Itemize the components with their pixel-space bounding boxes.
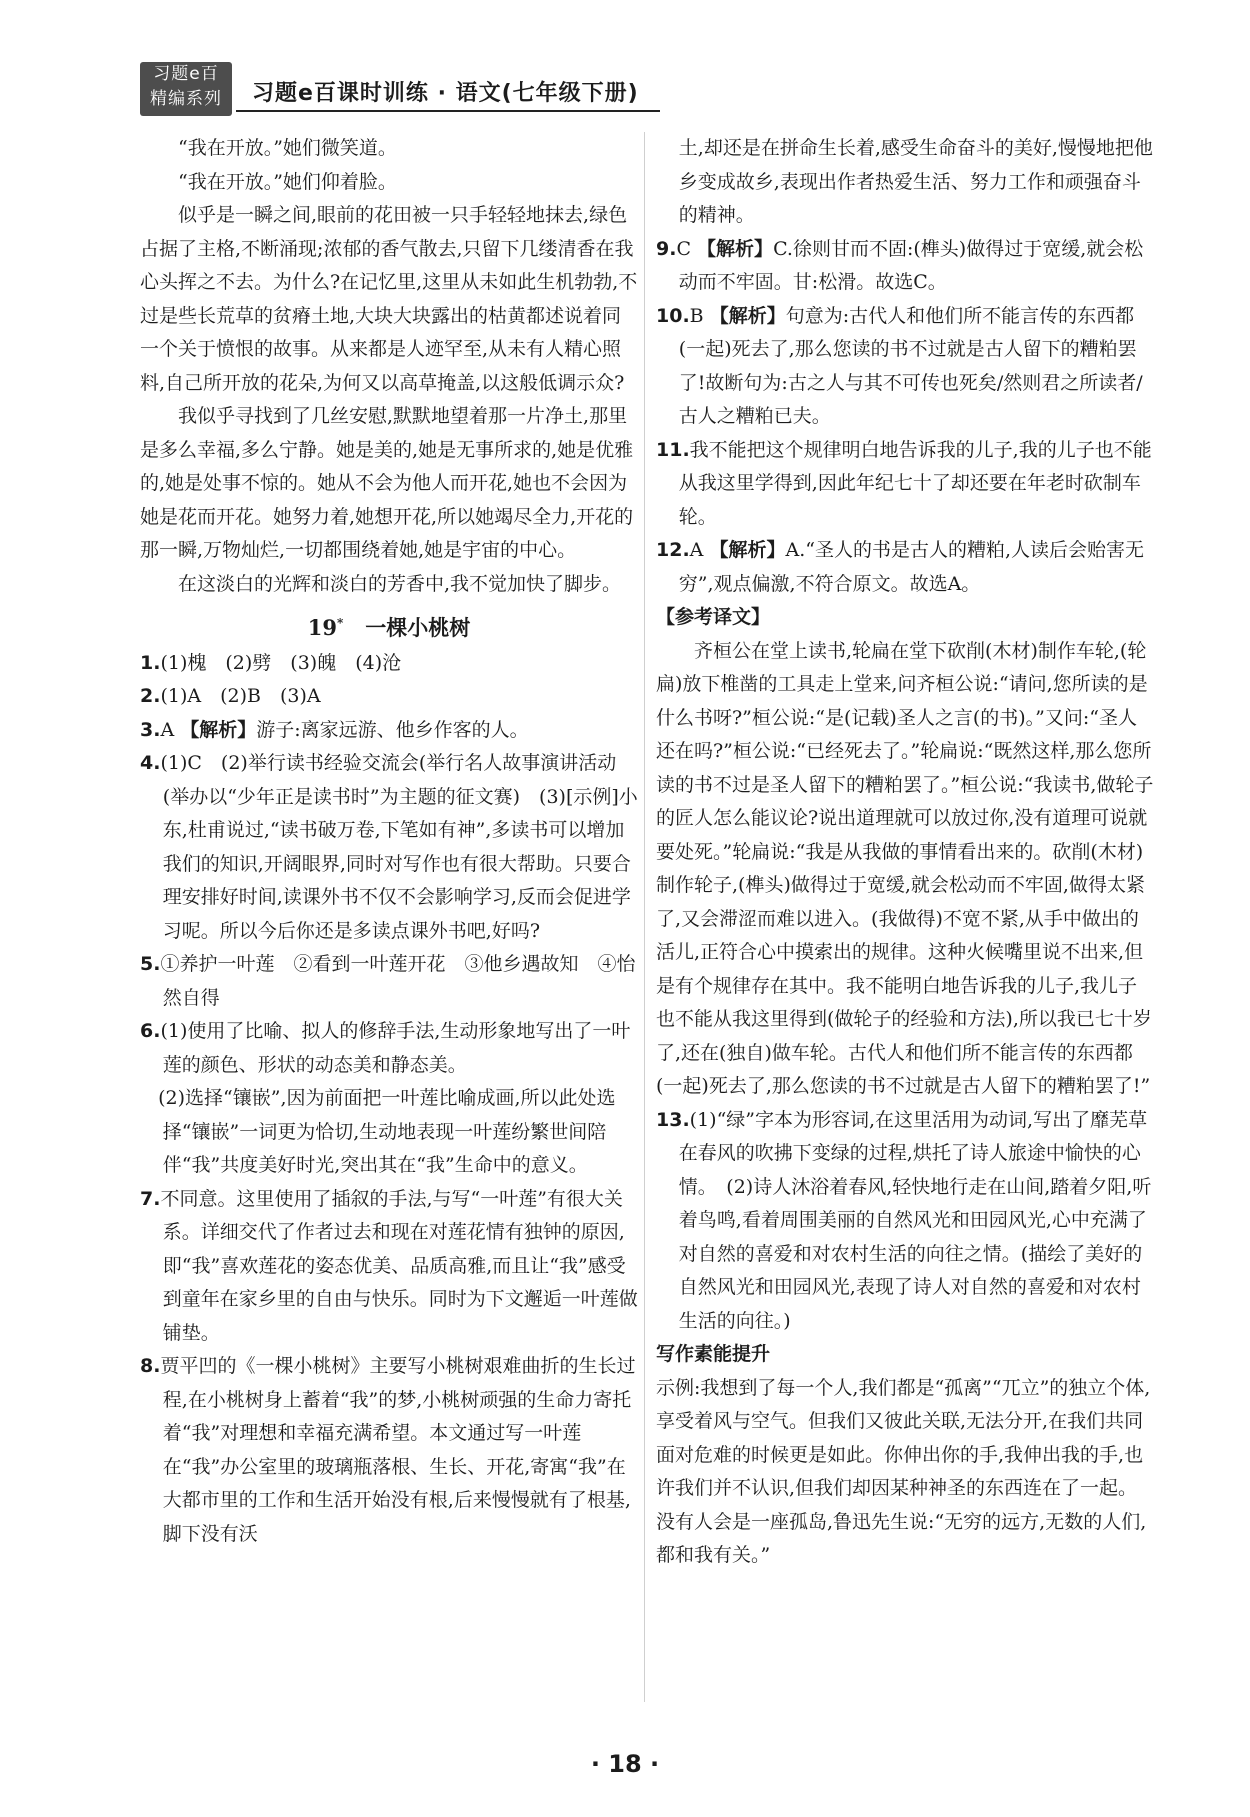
writing-sample: 示例:我想到了每一个人,我们都是“孤离”“兀立”的独立个体,享受着风与空气。但我们又彼此关联,无法分开,在我们共同面对危难的时候更是如此。你伸出你的手,我伸出我的手,也许我们并不认识,但我们却因某种神圣的东西连在了一起。没有人会是一座孤岛,鲁迅先生说:“无穷的远方,无数的人们,都和我有关。” [656, 1376, 1151, 1566]
answer-item [140, 647, 638, 681]
answer-text: A.“圣人的书是古人的糟粕,人读后会贻害无穷”,观点偏激,不符合原文。故选A。 [678, 539, 1144, 595]
answer-item [656, 300, 1154, 434]
section-title: 一棵小桃树 [365, 615, 471, 640]
item-number: 3. [140, 718, 161, 741]
answer-text: 不同意。这里使用了插叙的手法,与写“一叶莲”有很大关系。详细交代了作者过去和现在对莲花情有独钟的原因,即“我”喜欢莲花的姿态优美、品质高雅,而且让“我”感受到童年在家乡里的自由与快乐。同时为下文邂逅一叶莲做铺垫。 [160, 1187, 638, 1344]
answer-item [656, 233, 1154, 300]
passage-paragraph: 在这淡白的光辉和淡白的芳香中,我不觉加快了脚步。 [178, 572, 622, 595]
page-number: · 18 · [590, 1750, 660, 1778]
analysis-tag: 【解析】 [709, 304, 786, 327]
answer-choice: C [676, 237, 691, 260]
answer-item [140, 1350, 638, 1551]
reference-translation-heading: 【参考译文】 [656, 606, 771, 628]
answer-item [140, 1183, 638, 1351]
series-logo [140, 62, 232, 116]
item-number: 11. [656, 438, 690, 461]
item-number: 1. [140, 651, 161, 674]
answer-item [656, 534, 1154, 601]
answer-text: (1)“绿”字本为形容词,在这里活用为动词,写出了靡芜草在春风的吹拂下变绿的过程,烘托了诗人旅途中愉快的心情。 (2)诗人沐浴着春风,轻快地行走在山间,踏着夕阳,听着鸟鸣,看着周围美丽的自然风光和田园风光,心中充满了对自然的喜爱和对农村生活的向往之情。(描绘了美好的自然风光和田园风光,表现了诗人对自然的喜爱和对农村生活的向往。) [678, 1108, 1152, 1332]
item-number: 12. [656, 539, 690, 561]
answer-choice: A [689, 539, 704, 561]
answer-text: C.徐则甘而不固:(榫头)做得过于宽缓,就会松动而不牢固。甘:松滑。故选C。 [678, 237, 1144, 293]
item-number: 13. [656, 1108, 690, 1131]
header-rule [236, 110, 660, 112]
answer-item [140, 680, 638, 714]
section-mark: * [337, 616, 344, 630]
answer-choice: A [160, 718, 175, 741]
answer-text: (1)使用了比喻、拟人的修辞手法,生动形象地写出了一叶莲的颜色、形状的动态美和静态美。 [160, 1020, 631, 1076]
answer-item [140, 948, 638, 1015]
answer-continuation: 土,却还是在拼命生长着,感受生命奋斗的美好,慢慢地把他乡变成故乡,表现出作者热爱生活、努力工作和顽强奋斗的精神。 [678, 137, 1153, 226]
logo-line-2: 精编系列 [150, 89, 222, 109]
section-number: 19 [307, 615, 337, 640]
item-number: 6. [140, 1020, 161, 1042]
item-number: 9. [656, 237, 677, 260]
logo-line-1: 习题e百 [153, 64, 219, 84]
passage-paragraph: 似乎是一瞬之间,眼前的花田被一只手轻轻地抹去,绿色占据了主格,不断涌现;浓郁的香气散去,只留下几缕清香在我心头挥之不去。为什么?在记忆里,这里从未如此生机勃勃,不过是些长荒草的贫瘠土地,大块大块露出的枯黄都述说着同一个关于愤恨的故事。从来都是人迹罕至,从未有人精心照料,自己所开放的花朵,为何又以高草掩盖,以这般低调示众? [140, 204, 638, 394]
item-number: 4. [140, 752, 161, 774]
column-divider [644, 132, 645, 1702]
book-title: 习题e百课时训练 · 语文(七年级下册) [252, 81, 639, 106]
answer-item [140, 1015, 638, 1082]
answer-text: (1)A (2)B (3)A [160, 685, 321, 707]
answer-text: 贾平凹的《一棵小桃树》主要写小桃树艰难曲折的生长过程,在小桃树身上蓄着“我”的梦,小桃树顽强的生命力寄托着“我”对理想和幸福充满希望。本文通过写一叶莲在“我”办公室里的玻璃瓶落根、生长、开花,寄寓“我”在大都市里的工作和生活开始没有根,后来慢慢就有了根基,脚下没有沃 [160, 1355, 636, 1545]
item-number: 8. [140, 1355, 161, 1377]
answer-text: (1)槐 (2)劈 (3)魄 (4)沧 [160, 651, 402, 674]
answer-item [140, 1082, 638, 1183]
analysis-tag: 【解析】 [180, 718, 257, 741]
answer-item [140, 714, 638, 748]
answer-text: ①养护一叶莲 ②看到一叶莲开花 ③他乡遇故知 ④怡然自得 [160, 953, 636, 1009]
passage-paragraph: “我在开放。”她们微笑道。 [178, 137, 397, 159]
page-header [140, 48, 660, 114]
answer-choice: B [689, 304, 704, 327]
reference-translation: 齐桓公在堂上读书,轮扁在堂下砍削(木材)制作车轮,(轮扁)放下椎凿的工具走上堂来,问齐桓公说:“请问,您所读的是什么书呀?”桓公说:“是(记载)圣人之言(的书)。”又问:“圣人还在吗?”桓公说:“已经死去了。”轮扁说:“既然这样,那么您所读的书不过是圣人留下的糟粕罢了。”桓公说:“我读书,做轮子的匠人怎么能议论?说出道理就可以放过你,没有道理可说就要处死。”轮扁说:“我是从我做的事情看出来的。砍削(木材)制作轮子,(榫头)做得过于宽缓,就会松动而不牢固,做得太紧了,又会滞涩而难以进入。(我做得)不宽不紧,从手中做出的活儿,正符合心中摸索出的规律。这种火候嘴里说不出来,但是有个规律存在其中。我不能明白地告诉我的儿子,我儿子也不能从我这里得到(做轮子的经验和方法),所以我已七十岁了,还在(独自)做车轮。古代人和他们所不能言传的东西都(一起)死去了,那么您读的书不过就是古人留下的糟粕罢了!” [656, 639, 1154, 1097]
item-number: 7. [140, 1187, 161, 1210]
answer-text: 我不能把这个规律明白地告诉我的儿子,我的儿子也不能从我这里学得到,因此年纪七十了却还要在年老时砍制车轮。 [678, 438, 1152, 528]
item-number: 2. [140, 685, 161, 707]
answer-text: 游子:离家远游、他乡作客的人。 [256, 718, 529, 741]
answer-item [656, 434, 1154, 535]
answer-text: (1)C (2)举行读书经验交流会(举行名人故事演讲活动(举办以“少年正是读书时”为主题的征文赛) (3)[示例]小东,杜甫说过,“读书破万卷,下笔如有神”,多读书可以增加我们的知识,开阔眼界,同时对写作也有很大帮助。只要合理安排好时间,读课外书不仅不会影响学习,反而会促进学习呢。所以今后你还是多读点课外书吧,好吗? [160, 752, 638, 942]
item-number: 5. [140, 953, 161, 975]
right-column [656, 132, 1154, 1573]
item-number: 10. [656, 304, 690, 327]
answer-item [140, 747, 638, 948]
analysis-tag: 【解析】 [709, 539, 786, 561]
answer-item [656, 1104, 1154, 1339]
passage-paragraph: “我在开放。”她们仰着脸。 [178, 170, 397, 193]
passage-paragraph: 我似乎寻找到了几丝安慰,默默地望着那一片净土,那里是多么幸福,多么宁静。她是美的,她是无事所求的,她是优雅的,她是处事不惊的。她从不会为他人而开花,她也不会因为她是花而开花。她努力着,她想开花,所以她竭尽全力,开花的那一瞬,万物灿烂,一切都围绕着她,她是宇宙的中心。 [140, 405, 634, 561]
analysis-tag: 【解析】 [697, 237, 774, 260]
writing-section-heading: 写作素能提升 [656, 1343, 771, 1365]
left-column [140, 132, 638, 1551]
answer-text: (2)选择“镶嵌”,因为前面把一叶莲比喻成画,所以此处选择“镶嵌”一词更为恰切,生动地表现一叶莲纷繁世间陪伴“我”共度美好时光,突出其在“我”生命中的意义。 [158, 1087, 616, 1176]
answer-text: 句意为:古代人和他们所不能言传的东西都(一起)死去了,那么您读的书不过就是古人留下的糟粕罢了!故断句为:古之人与其不可传也死矣/然则君之所读者/古人之糟粕已夫。 [678, 304, 1143, 427]
section-heading [140, 607, 638, 645]
